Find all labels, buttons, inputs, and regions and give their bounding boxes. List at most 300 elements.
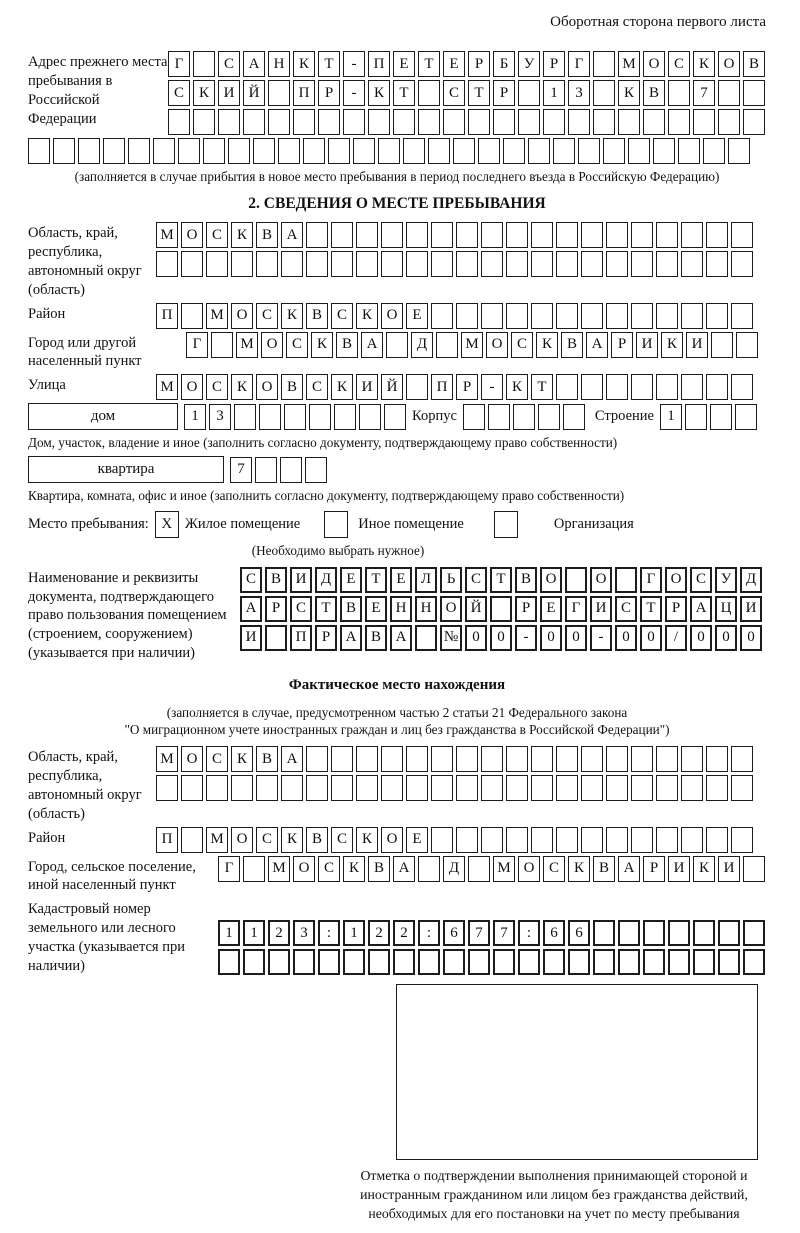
char-cell[interactable] [331,746,353,772]
char-cell[interactable] [606,222,628,248]
char-cell[interactable]: А [243,51,265,77]
char-cell[interactable]: И [240,625,262,651]
char-cell[interactable]: К [281,827,303,853]
char-cell[interactable] [528,138,550,164]
char-cell[interactable] [306,775,328,801]
char-cell[interactable]: А [361,332,383,358]
char-cell[interactable] [706,746,728,772]
char-cell[interactable]: Е [393,51,415,77]
stay-type-checkbox-organization[interactable] [494,511,518,538]
char-cell[interactable]: М [236,332,258,358]
char-cell[interactable]: В [306,827,328,853]
char-cell[interactable] [493,949,515,975]
char-cell[interactable] [28,138,50,164]
char-cell[interactable] [531,251,553,277]
char-cell[interactable] [381,222,403,248]
char-cell[interactable] [156,251,178,277]
char-cell[interactable]: С [256,303,278,329]
char-cell[interactable] [628,138,650,164]
char-cell[interactable] [481,222,503,248]
char-cell[interactable] [378,138,400,164]
char-cell[interactable] [681,746,703,772]
char-cell[interactable] [128,138,150,164]
char-cell[interactable]: М [206,303,228,329]
char-cell[interactable] [331,775,353,801]
char-cell[interactable]: С [290,596,312,622]
char-cell[interactable]: Р [265,596,287,622]
char-cell[interactable] [359,404,381,430]
char-cell[interactable]: А [586,332,608,358]
char-cell[interactable]: Е [390,567,412,593]
char-cell[interactable]: Т [315,596,337,622]
char-cell[interactable] [218,949,240,975]
char-cell[interactable]: Т [318,51,340,77]
char-cell[interactable] [418,949,440,975]
char-cell[interactable]: В [256,222,278,248]
char-cell[interactable]: О [540,567,562,593]
char-cell[interactable]: Г [640,567,662,593]
char-cell[interactable]: С [443,80,465,106]
char-cell[interactable]: Н [268,51,290,77]
char-cell[interactable] [231,251,253,277]
char-cell[interactable] [393,109,415,135]
char-cell[interactable]: Е [406,827,428,853]
char-cell[interactable]: Ц [715,596,737,622]
char-cell[interactable]: К [311,332,333,358]
char-cell[interactable] [384,404,406,430]
char-cell[interactable] [531,827,553,853]
char-cell[interactable] [265,625,287,651]
char-cell[interactable] [318,109,340,135]
char-cell[interactable] [431,251,453,277]
char-cell[interactable]: П [431,374,453,400]
char-cell[interactable] [631,222,653,248]
char-cell[interactable] [681,222,703,248]
document-row-2[interactable] [240,596,762,622]
char-cell[interactable] [181,303,203,329]
char-cell[interactable]: : [318,920,340,946]
char-cell[interactable] [531,222,553,248]
char-cell[interactable]: Т [393,80,415,106]
char-cell[interactable] [506,775,528,801]
apartment-type-box[interactable]: квартира [28,456,224,483]
char-cell[interactable] [731,827,753,853]
char-cell[interactable] [331,251,353,277]
char-cell[interactable]: Г [218,856,240,882]
char-cell[interactable]: Й [243,80,265,106]
char-cell[interactable] [538,404,560,430]
char-cell[interactable] [406,746,428,772]
char-cell[interactable]: К [293,51,315,77]
char-cell[interactable]: Д [315,567,337,593]
char-cell[interactable]: К [231,746,253,772]
document-row-3[interactable] [240,625,762,651]
char-cell[interactable]: О [643,51,665,77]
char-cell[interactable]: - [343,51,365,77]
char-cell[interactable] [728,138,750,164]
char-cell[interactable]: О [261,332,283,358]
char-cell[interactable] [256,251,278,277]
char-cell[interactable] [268,949,290,975]
char-cell[interactable] [593,949,615,975]
char-cell[interactable] [318,949,340,975]
char-cell[interactable]: И [668,856,690,882]
factual-district-cells[interactable] [156,827,753,853]
char-cell[interactable]: С [465,567,487,593]
char-cell[interactable]: А [390,625,412,651]
char-cell[interactable] [631,746,653,772]
char-cell[interactable]: 6 [443,920,465,946]
char-cell[interactable]: М [493,856,515,882]
char-cell[interactable] [581,746,603,772]
char-cell[interactable] [518,80,540,106]
char-cell[interactable]: 0 [615,625,637,651]
char-cell[interactable] [193,109,215,135]
char-cell[interactable]: Р [315,625,337,651]
char-cell[interactable] [231,775,253,801]
char-cell[interactable]: В [593,856,615,882]
char-cell[interactable] [581,374,603,400]
char-cell[interactable]: Г [168,51,190,77]
char-cell[interactable]: Г [568,51,590,77]
section2-street-cells[interactable] [156,374,753,400]
char-cell[interactable]: О [293,856,315,882]
char-cell[interactable]: К [231,222,253,248]
char-cell[interactable]: К [536,332,558,358]
char-cell[interactable]: К [693,51,715,77]
char-cell[interactable] [406,222,428,248]
char-cell[interactable] [506,746,528,772]
char-cell[interactable]: П [156,303,178,329]
char-cell[interactable]: А [281,222,303,248]
char-cell[interactable] [156,775,178,801]
house-type-box[interactable]: дом [28,403,178,430]
prev-address-row-4[interactable] [28,138,766,164]
char-cell[interactable] [503,138,525,164]
char-cell[interactable] [488,404,510,430]
char-cell[interactable] [234,404,256,430]
char-cell[interactable] [493,109,515,135]
section2-city-cells[interactable] [186,332,758,358]
char-cell[interactable]: К [231,374,253,400]
char-cell[interactable]: Т [468,80,490,106]
char-cell[interactable]: А [393,856,415,882]
char-cell[interactable]: И [356,374,378,400]
char-cell[interactable] [656,827,678,853]
char-cell[interactable]: Т [531,374,553,400]
char-cell[interactable]: № [440,625,462,651]
char-cell[interactable] [428,138,450,164]
char-cell[interactable]: Н [415,596,437,622]
char-cell[interactable] [593,80,615,106]
section2-region-row-2[interactable] [156,251,753,277]
char-cell[interactable] [556,251,578,277]
char-cell[interactable]: Р [515,596,537,622]
char-cell[interactable] [280,457,302,483]
char-cell[interactable] [603,138,625,164]
char-cell[interactable] [406,775,428,801]
char-cell[interactable]: К [661,332,683,358]
char-cell[interactable]: К [618,80,640,106]
char-cell[interactable] [518,109,540,135]
char-cell[interactable] [743,80,765,106]
char-cell[interactable]: О [231,303,253,329]
char-cell[interactable]: : [418,920,440,946]
char-cell[interactable]: О [381,827,403,853]
char-cell[interactable]: 1 [184,404,206,430]
char-cell[interactable] [456,222,478,248]
char-cell[interactable] [284,404,306,430]
char-cell[interactable] [431,746,453,772]
char-cell[interactable] [606,303,628,329]
char-cell[interactable] [731,374,753,400]
char-cell[interactable]: Е [540,596,562,622]
char-cell[interactable] [606,775,628,801]
char-cell[interactable]: 2 [393,920,415,946]
char-cell[interactable] [356,775,378,801]
char-cell[interactable]: В [336,332,358,358]
char-cell[interactable] [436,332,458,358]
char-cell[interactable] [181,251,203,277]
char-cell[interactable] [403,138,425,164]
char-cell[interactable] [681,251,703,277]
char-cell[interactable] [731,222,753,248]
char-cell[interactable]: О [381,303,403,329]
char-cell[interactable]: С [240,567,262,593]
factual-region-row-1[interactable] [156,746,753,772]
char-cell[interactable]: С [306,374,328,400]
char-cell[interactable] [418,856,440,882]
char-cell[interactable] [693,920,715,946]
char-cell[interactable]: О [440,596,462,622]
char-cell[interactable] [556,303,578,329]
section2-district-cells[interactable] [156,303,753,329]
char-cell[interactable] [581,303,603,329]
char-cell[interactable] [305,457,327,483]
char-cell[interactable] [718,949,740,975]
char-cell[interactable]: С [543,856,565,882]
char-cell[interactable] [556,775,578,801]
char-cell[interactable] [718,920,740,946]
char-cell[interactable] [206,775,228,801]
char-cell[interactable] [243,109,265,135]
document-row-1[interactable] [240,567,762,593]
char-cell[interactable] [281,775,303,801]
cadastral-row-1[interactable] [218,920,765,946]
char-cell[interactable] [743,949,765,975]
char-cell[interactable] [309,404,331,430]
char-cell[interactable] [443,949,465,975]
char-cell[interactable]: В [306,303,328,329]
char-cell[interactable] [343,949,365,975]
char-cell[interactable]: В [561,332,583,358]
char-cell[interactable] [463,404,485,430]
char-cell[interactable] [178,138,200,164]
char-cell[interactable]: К [356,827,378,853]
char-cell[interactable] [259,404,281,430]
char-cell[interactable] [481,827,503,853]
char-cell[interactable] [293,109,315,135]
char-cell[interactable] [356,746,378,772]
char-cell[interactable]: О [231,827,253,853]
char-cell[interactable]: В [743,51,765,77]
char-cell[interactable]: - [343,80,365,106]
char-cell[interactable]: У [715,567,737,593]
char-cell[interactable] [543,109,565,135]
char-cell[interactable]: О [665,567,687,593]
char-cell[interactable]: 0 [715,625,737,651]
char-cell[interactable]: С [218,51,240,77]
char-cell[interactable]: Т [365,567,387,593]
char-cell[interactable]: 1 [243,920,265,946]
char-cell[interactable] [681,775,703,801]
char-cell[interactable] [703,138,725,164]
char-cell[interactable]: Ь [440,567,462,593]
char-cell[interactable]: А [240,596,262,622]
char-cell[interactable] [743,920,765,946]
char-cell[interactable] [593,920,615,946]
char-cell[interactable] [543,949,565,975]
char-cell[interactable]: М [461,332,483,358]
char-cell[interactable] [513,404,535,430]
char-cell[interactable] [631,303,653,329]
char-cell[interactable] [203,138,225,164]
char-cell[interactable] [618,949,640,975]
char-cell[interactable]: 0 [565,625,587,651]
char-cell[interactable] [153,138,175,164]
char-cell[interactable] [331,222,353,248]
char-cell[interactable]: О [486,332,508,358]
char-cell[interactable] [306,251,328,277]
char-cell[interactable] [593,109,615,135]
char-cell[interactable] [706,374,728,400]
char-cell[interactable] [431,222,453,248]
char-cell[interactable] [393,949,415,975]
char-cell[interactable]: Л [415,567,437,593]
char-cell[interactable] [506,251,528,277]
apartment-number-cells[interactable] [230,457,327,483]
char-cell[interactable]: С [168,80,190,106]
char-cell[interactable]: В [265,567,287,593]
char-cell[interactable] [668,920,690,946]
char-cell[interactable]: К [368,80,390,106]
char-cell[interactable] [743,109,765,135]
char-cell[interactable] [415,625,437,651]
char-cell[interactable] [468,949,490,975]
char-cell[interactable]: - [515,625,537,651]
char-cell[interactable]: С [668,51,690,77]
char-cell[interactable]: М [156,222,178,248]
char-cell[interactable]: С [206,222,228,248]
char-cell[interactable] [711,332,733,358]
char-cell[interactable]: М [156,746,178,772]
char-cell[interactable]: А [281,746,303,772]
char-cell[interactable]: 7 [693,80,715,106]
char-cell[interactable]: 0 [465,625,487,651]
char-cell[interactable]: 0 [540,625,562,651]
char-cell[interactable] [256,775,278,801]
char-cell[interactable]: Р [456,374,478,400]
char-cell[interactable] [706,775,728,801]
char-cell[interactable] [556,222,578,248]
char-cell[interactable] [406,251,428,277]
char-cell[interactable] [181,827,203,853]
char-cell[interactable] [306,222,328,248]
char-cell[interactable]: В [340,596,362,622]
char-cell[interactable] [563,404,585,430]
char-cell[interactable] [211,332,233,358]
prev-address-row-2[interactable] [168,80,765,106]
char-cell[interactable] [731,775,753,801]
char-cell[interactable]: П [156,827,178,853]
char-cell[interactable] [643,949,665,975]
char-cell[interactable] [565,567,587,593]
char-cell[interactable] [653,138,675,164]
char-cell[interactable]: У [518,51,540,77]
char-cell[interactable]: К [193,80,215,106]
char-cell[interactable]: О [590,567,612,593]
char-cell[interactable]: О [181,374,203,400]
char-cell[interactable] [643,109,665,135]
char-cell[interactable] [718,109,740,135]
char-cell[interactable]: : [518,920,540,946]
char-cell[interactable] [278,138,300,164]
house-number-cells[interactable] [184,404,406,430]
char-cell[interactable]: - [590,625,612,651]
char-cell[interactable] [78,138,100,164]
char-cell[interactable]: 2 [268,920,290,946]
char-cell[interactable] [678,138,700,164]
char-cell[interactable]: 1 [660,404,682,430]
stroenie-cells[interactable] [660,404,757,430]
char-cell[interactable]: С [511,332,533,358]
char-cell[interactable]: 2 [368,920,390,946]
char-cell[interactable] [606,827,628,853]
char-cell[interactable] [468,856,490,882]
char-cell[interactable] [168,109,190,135]
char-cell[interactable] [456,746,478,772]
char-cell[interactable] [618,109,640,135]
char-cell[interactable]: К [356,303,378,329]
char-cell[interactable]: Б [493,51,515,77]
char-cell[interactable] [456,827,478,853]
char-cell[interactable]: Д [443,856,465,882]
char-cell[interactable] [481,746,503,772]
char-cell[interactable] [381,746,403,772]
char-cell[interactable] [581,775,603,801]
char-cell[interactable] [490,596,512,622]
char-cell[interactable] [706,222,728,248]
char-cell[interactable]: / [665,625,687,651]
char-cell[interactable] [343,109,365,135]
char-cell[interactable]: 3 [568,80,590,106]
char-cell[interactable] [581,222,603,248]
char-cell[interactable]: К [281,303,303,329]
char-cell[interactable] [386,332,408,358]
prev-address-row-3[interactable] [168,109,765,135]
char-cell[interactable] [303,138,325,164]
char-cell[interactable] [181,775,203,801]
char-cell[interactable] [581,827,603,853]
char-cell[interactable]: Р [665,596,687,622]
char-cell[interactable] [456,775,478,801]
char-cell[interactable] [506,303,528,329]
char-cell[interactable]: Т [490,567,512,593]
char-cell[interactable]: Г [186,332,208,358]
char-cell[interactable]: К [693,856,715,882]
section2-region-row-1[interactable] [156,222,753,248]
char-cell[interactable]: Й [381,374,403,400]
